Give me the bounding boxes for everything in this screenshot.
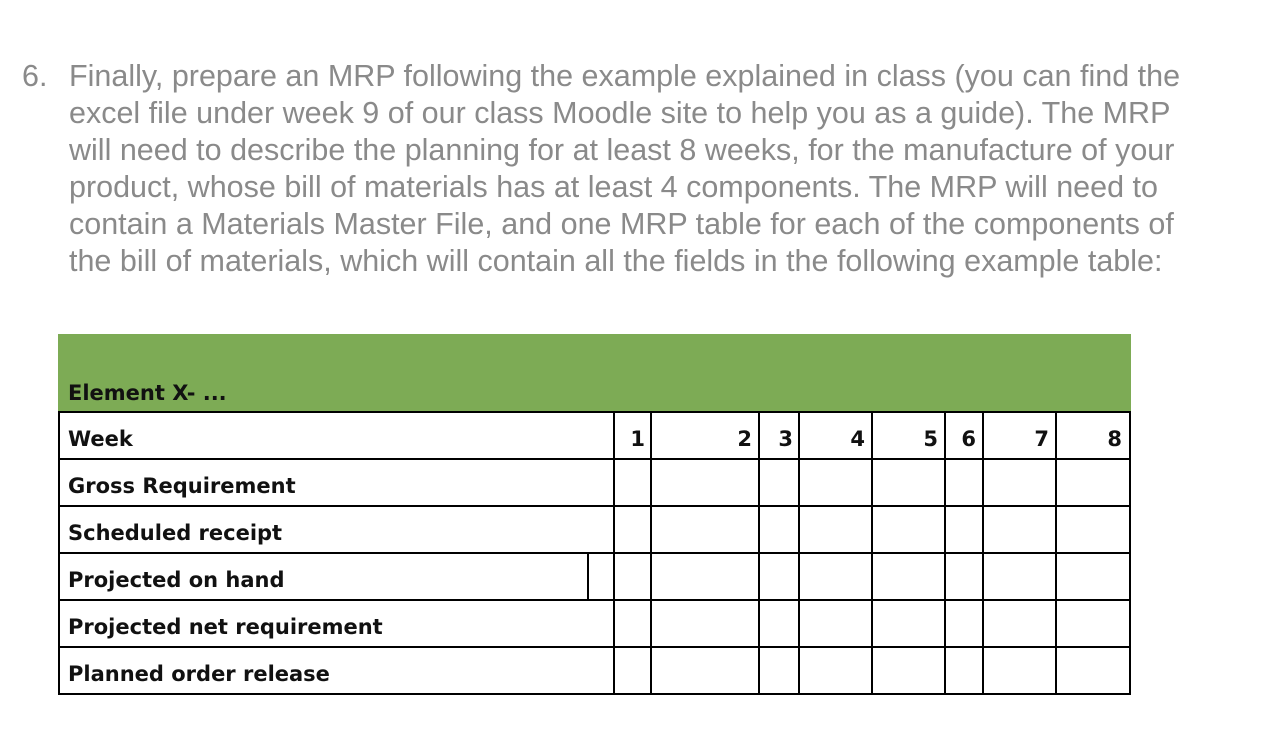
row-label-planned-order-release: Planned order release [68,662,330,686]
week-number: 5 [923,427,938,451]
question-number: 6. [22,59,48,93]
row-label-projected-net-requirement: Projected net requirement [68,615,383,639]
column-divider [944,411,946,695]
week-number: 7 [1034,427,1049,451]
week-number: 6 [961,427,976,451]
column-divider [650,411,652,695]
column-divider [587,552,589,599]
row-divider [58,458,1131,460]
row-divider [58,646,1131,648]
column-divider [758,411,760,695]
row-label-scheduled-receipt: Scheduled receipt [68,521,283,545]
question-line: product, whose bill of materials has at least 4 components. The MRP will need to [69,170,1158,204]
week-number: 1 [630,427,645,451]
week-number: 8 [1107,427,1122,451]
row-divider [58,505,1131,507]
week-number: 4 [850,427,865,451]
week-label: Week [68,427,133,451]
column-divider [613,411,615,695]
table-grid [58,411,1131,695]
row-divider [58,599,1131,601]
column-divider [982,411,984,695]
question-line: will need to describe the planning for at least 8 weeks, for the manufacture of your [69,133,1175,167]
row-label-gross-requirement: Gross Requirement [68,474,296,498]
column-divider [798,411,800,695]
row-divider [58,552,1131,554]
row-divider [58,693,1131,695]
week-number: 2 [737,427,752,451]
table-title: Element X- ... [68,381,227,405]
question-line: excel file under week 9 of our class Moodle site to help you as a guide). The MRP [69,96,1171,130]
week-number: 3 [778,427,793,451]
table-header-band [58,334,1131,411]
question-line: Finally, prepare an MRP following the example explained in class (you can find the [69,59,1181,93]
table-border-right [1129,411,1131,695]
question-line: contain a Materials Master File, and one MRP table for each of the components of [69,207,1174,241]
row-divider [58,411,1131,413]
mrp-example-table [58,334,1131,695]
question-line: the bill of materials, which will contain all the fields in the following example table: [69,244,1163,278]
column-divider [871,411,873,695]
row-label-projected-on-hand: Projected on hand [68,568,285,592]
table-border-left [58,411,60,695]
question-text [69,58,1269,280]
column-divider [1055,411,1057,695]
